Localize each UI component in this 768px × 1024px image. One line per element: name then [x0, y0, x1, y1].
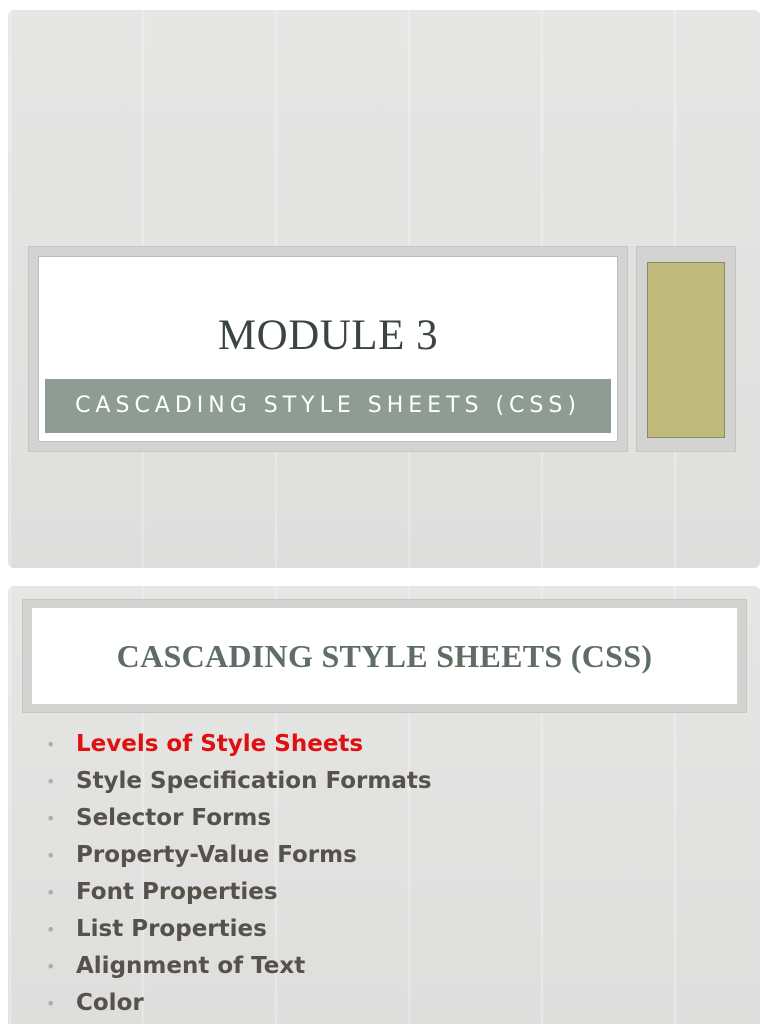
bullet-icon: •	[46, 809, 56, 828]
list-item-label: Color	[76, 990, 144, 1016]
slide-title	[8, 10, 760, 568]
title-frame	[28, 246, 628, 452]
module-subtitle: CASCADING STYLE SHEETS (CSS)	[45, 379, 611, 433]
bullet-icon: •	[46, 883, 56, 902]
list-item-label: Style Specification Formats	[76, 768, 432, 794]
list-item-label: List Properties	[76, 916, 267, 942]
list-item	[46, 800, 432, 837]
list-item	[46, 948, 432, 985]
list-item-label: Selector Forms	[76, 805, 272, 831]
list-item-label: Property-Value Forms	[76, 842, 357, 868]
list-item	[46, 837, 432, 874]
list-item-label: Font Properties	[76, 879, 278, 905]
bullet-icon: •	[46, 957, 56, 976]
accent-block	[647, 262, 725, 438]
list-item-label: Levels of Style Sheets	[76, 731, 364, 757]
slide-contents	[8, 586, 760, 1024]
topic-list	[46, 726, 432, 1022]
list-item	[46, 763, 432, 800]
slide-heading: CASCADING STYLE SHEETS (CSS)	[116, 638, 653, 674]
module-title: MODULE 3	[217, 312, 439, 359]
title-card	[38, 256, 618, 442]
bullet-icon: •	[46, 772, 56, 791]
list-item	[46, 874, 432, 911]
bullet-icon: •	[46, 994, 56, 1013]
accent-frame	[636, 246, 736, 452]
bullet-icon: •	[46, 920, 56, 939]
list-item-label: Alignment of Text	[76, 953, 306, 979]
heading-frame	[22, 599, 747, 713]
list-item	[46, 911, 432, 948]
bullet-icon: •	[46, 735, 56, 754]
bullet-icon: •	[46, 846, 56, 865]
heading-card	[32, 608, 737, 704]
list-item	[46, 985, 432, 1022]
list-item	[46, 726, 432, 763]
